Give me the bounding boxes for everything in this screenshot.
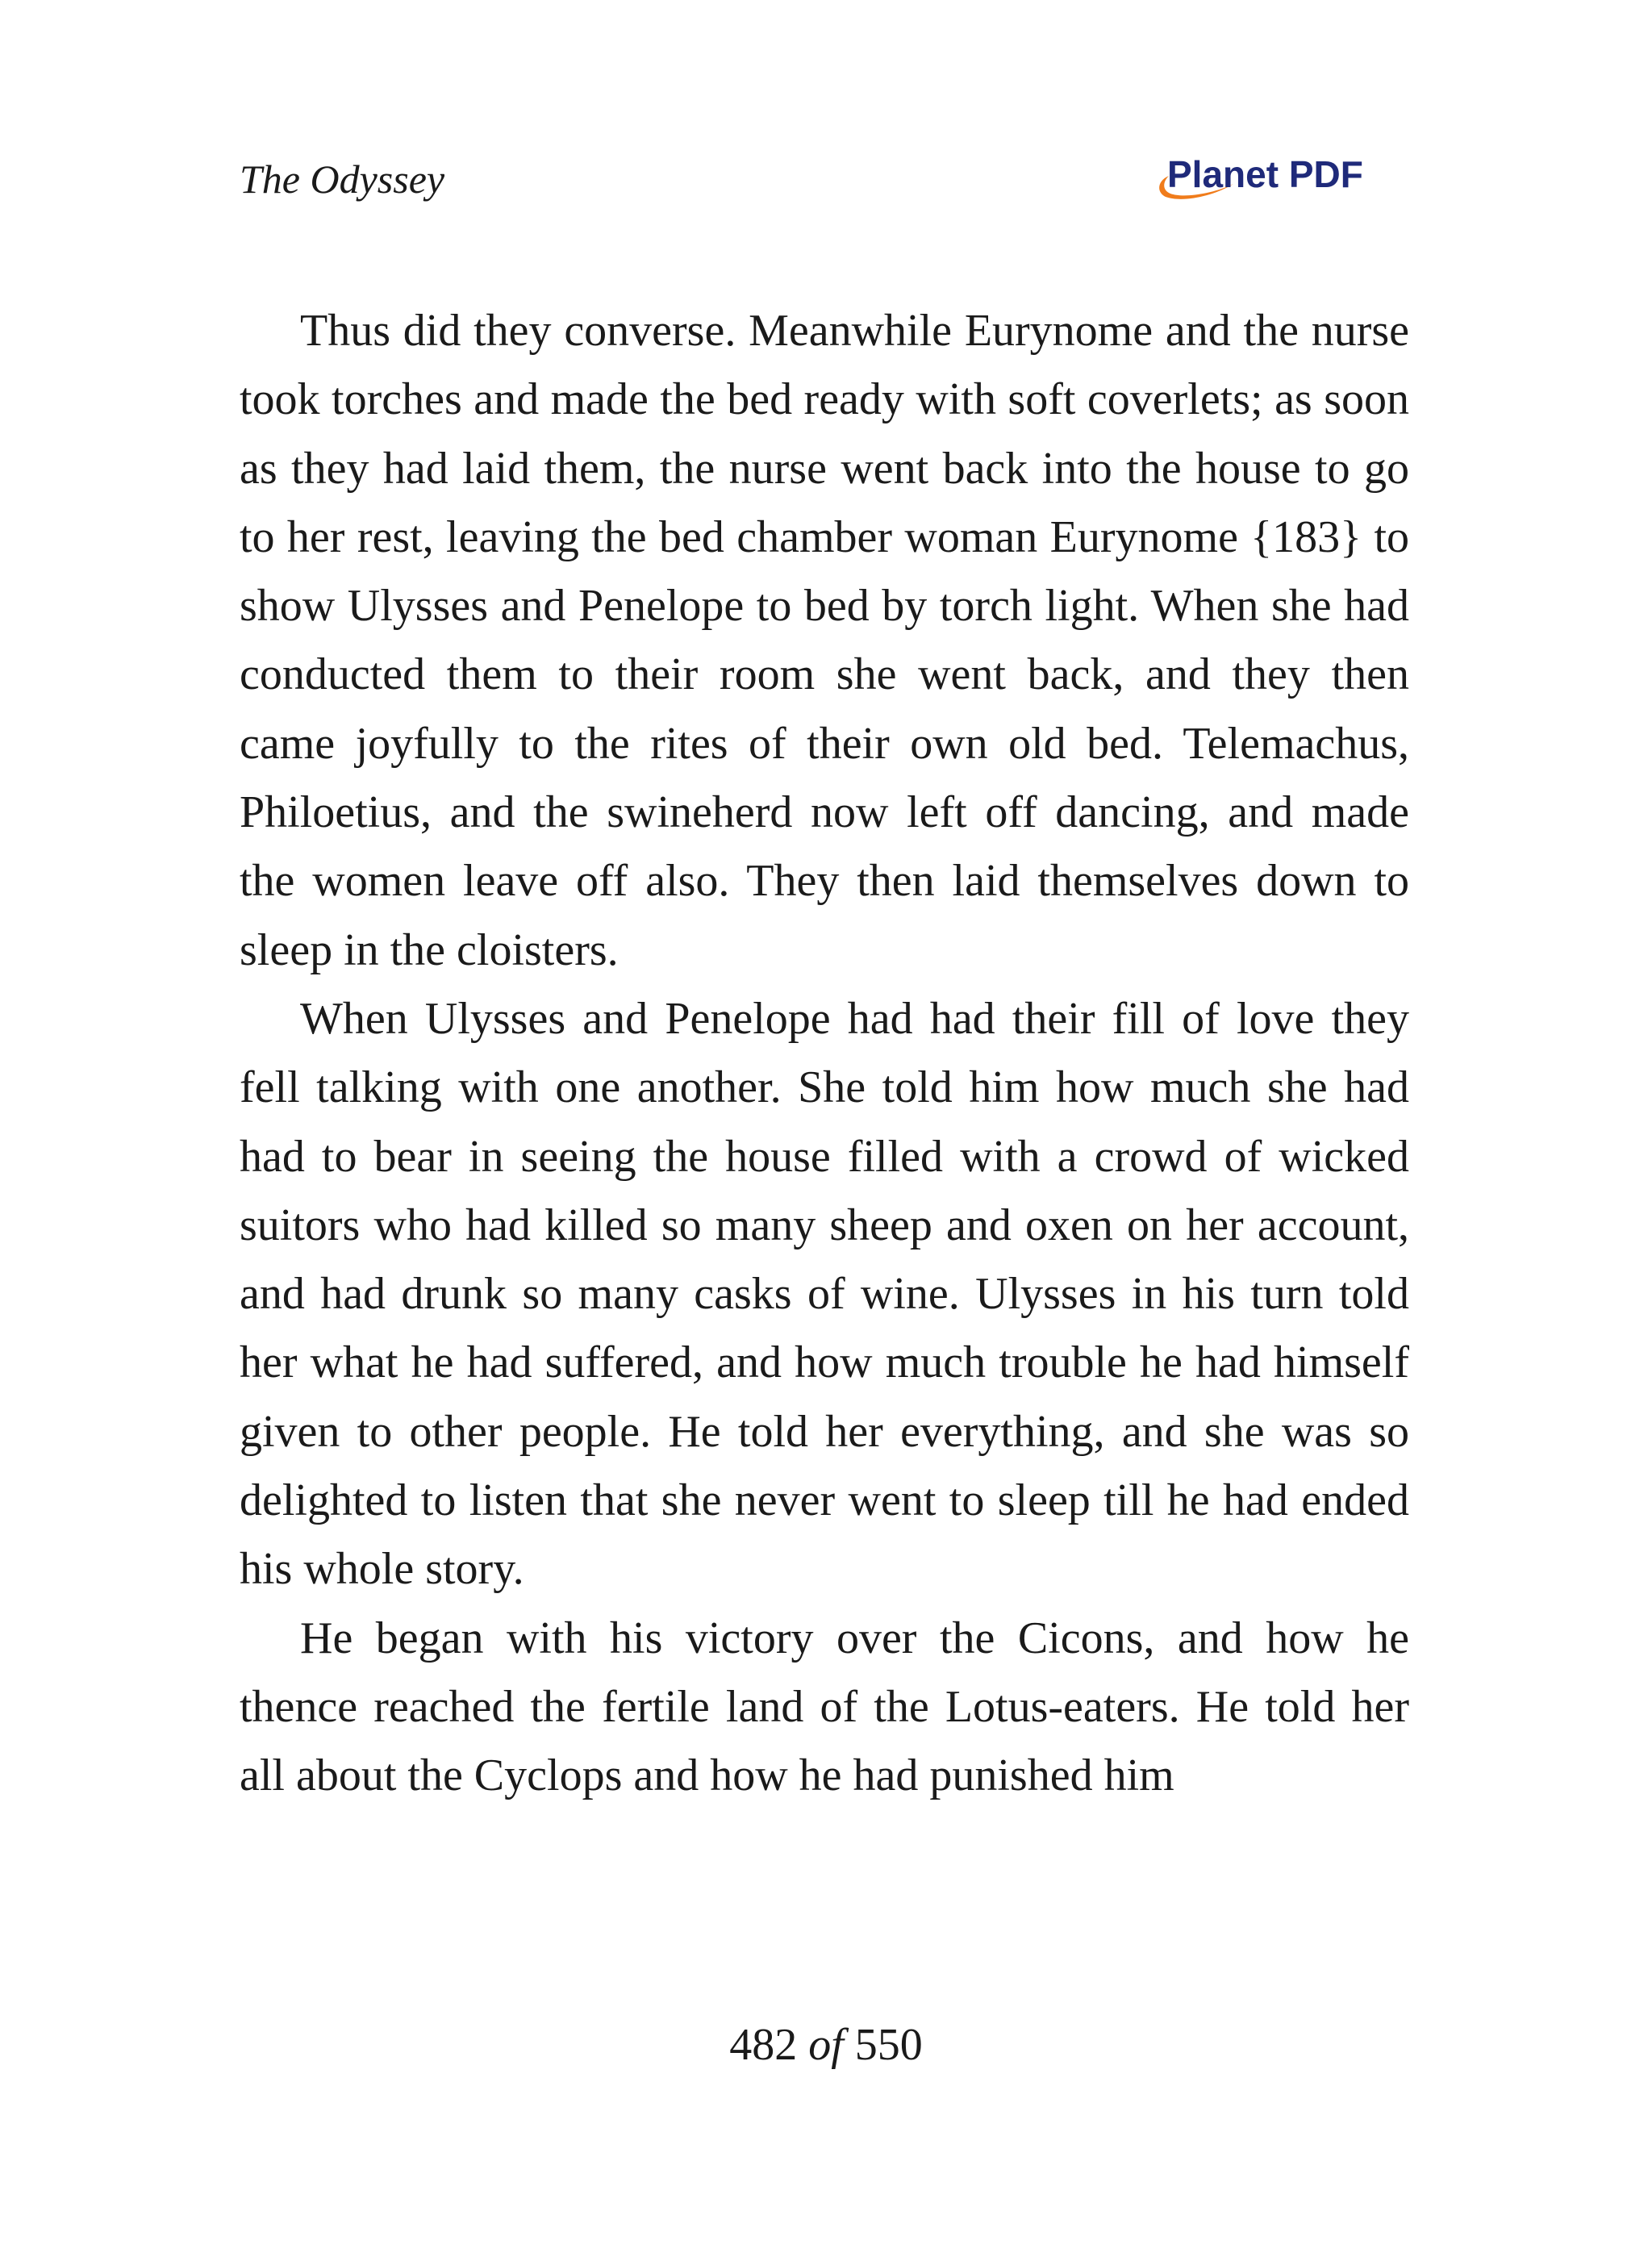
page-body xyxy=(240,297,1409,1811)
total-pages: 550 xyxy=(854,2020,923,2070)
logo-text: Planet PDF xyxy=(1167,153,1363,195)
page-of-label: of xyxy=(808,2020,844,2070)
paragraph: When Ulysses and Penelope had had their fill of love they fell talking with one another. She told him how much she had had to bear in seeing the house filled with a crowd of wicked suitors who had killed so many sheep and oxen on her account, and had drunk so many casks of wine. Ulysses in his turn told her what he had suffered, and how much trouble he had himself given to other people. He told her everything, and she was so delighted to listen that she never went to sleep till he had ended his whole story. xyxy=(240,993,1409,1595)
book-title: The Odyssey xyxy=(240,156,445,202)
planet-pdf-logo-icon xyxy=(1151,152,1409,210)
page-number xyxy=(0,2017,1652,2073)
current-page: 482 xyxy=(729,2020,798,2070)
planet-pdf-logo xyxy=(1151,152,1409,210)
paragraph: Thus did they converse. Meanwhile Eurynome and the nurse took torches and made the bed ready with soft coverlets; as soon as they had laid them, the nurse went back into the house to go to her rest, leaving the bed chamber woman Eurynome {183} to show Ulysses and Penelope to bed by torch light. When she had conducted them to their room she went back, and they then came joyfully to the rites of their own old bed. Telemachus, Philoetius, and the swineherd now left off dancing, and made the women leave off also. They then laid themselves down to sleep in the cloisters. xyxy=(240,306,1409,975)
page-header xyxy=(240,153,1409,218)
paragraph: He began with his victory over the Cicons, and how he thence reached the fertile land of the Lotus-eaters. He told her all about the Cyclops and how he had punished him xyxy=(240,1613,1409,1801)
